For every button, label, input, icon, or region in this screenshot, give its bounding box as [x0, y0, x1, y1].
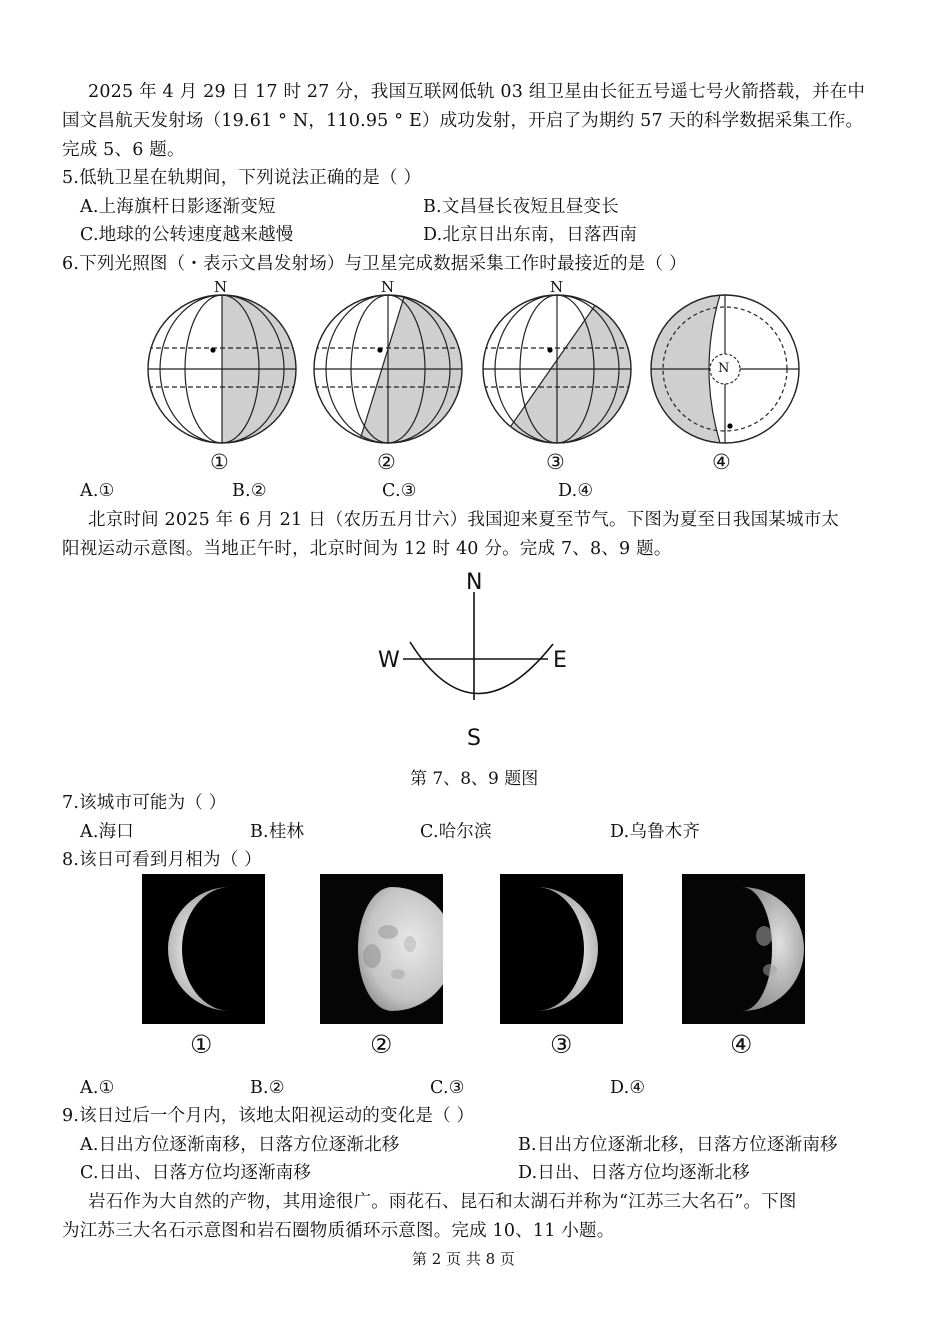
q8-option-d: D.④ — [610, 1078, 646, 1098]
moon-number-4: ④ — [730, 1030, 753, 1059]
question-5-stem: 5.低轨卫星在轨期间，下列说法正确的是（ ） — [62, 168, 422, 188]
q5-option-d: D.北京日出东南，日落西南 — [423, 225, 638, 245]
moon-phase-image-2 — [320, 874, 443, 1024]
illumination-globe-2 — [314, 284, 480, 456]
q7-option-c: C.哈尔滨 — [420, 822, 492, 842]
moon-phase-image-3 — [500, 874, 623, 1024]
intro-paragraph-line: 岩石作为大自然的产物，其用途很广。雨花石、昆石和太湖石并称为“江苏三大名石”。下图 — [88, 1192, 797, 1212]
question-6-stem: 6.下列光照图（・表示文昌发射场）与卫星完成数据采集工作时最接近的是（ ） — [62, 254, 687, 274]
q8-option-a: A.① — [80, 1078, 115, 1098]
illumination-diagrams — [140, 276, 820, 476]
wenchang-launch-site-dot — [377, 347, 382, 352]
q9-option-d: D.日出、日落方位均逐渐北移 — [518, 1163, 750, 1183]
west-label: W — [378, 648, 400, 673]
q7-option-b: B.桂林 — [250, 822, 305, 842]
intro-paragraph-line: 完成 5、6 题。 — [62, 140, 185, 160]
diagram-number-3: ③ — [546, 450, 565, 474]
q8-option-b: B.② — [250, 1078, 285, 1098]
q5-option-a: A.上海旗杆日影逐渐变短 — [80, 197, 276, 217]
intro-paragraph-line: 2025 年 4 月 29 日 17 时 27 分，我国互联网低轨 03 组卫星由长征五号遥七号火箭搭载，并在中 — [88, 82, 866, 102]
q5-option-c: C.地球的公转速度越来越慢 — [80, 225, 294, 245]
q6-option-a: A.① — [80, 481, 115, 501]
moon-phase-image-4 — [682, 874, 805, 1024]
question-9-stem: 9.该日过后一个月内，该地太阳视运动的变化是（ ） — [62, 1106, 475, 1126]
diagram-number-1: ① — [210, 450, 229, 474]
north-pole-label: N — [381, 278, 395, 296]
north-pole-label: N — [550, 278, 564, 296]
q6-option-b: B.② — [232, 481, 267, 501]
south-label: S — [467, 726, 481, 751]
q7-option-d: D.乌鲁木齐 — [610, 822, 701, 842]
intro-paragraph-line: 国文昌航天发射场（19.61 ° N，110.95 ° E）成功发射，开启了为期约 57 天的科学数据采集工作。 — [62, 111, 864, 131]
q9-option-c: C.日出、日落方位均逐渐南移 — [80, 1163, 312, 1183]
q6-option-c: C.③ — [382, 481, 417, 501]
moon-number-2: ② — [370, 1030, 393, 1059]
moon-phase-image-1 — [142, 874, 265, 1024]
figure-caption: 第 7、8、9 题图 — [410, 769, 539, 789]
diagram-number-2: ② — [377, 450, 396, 474]
intro-paragraph-line: 阳视运动示意图。当地正午时，北京时间为 12 时 40 分。完成 7、8、9 题。 — [62, 539, 672, 559]
north-label: N — [466, 570, 483, 595]
north-pole-label: N — [214, 278, 228, 296]
moon-number-3: ③ — [550, 1030, 573, 1059]
intro-paragraph-line: 为江苏三大名石示意图和岩石圈物质循环示意图。完成 10、11 小题。 — [62, 1221, 615, 1241]
moon-number-1: ① — [190, 1030, 213, 1059]
q6-option-d: D.④ — [558, 481, 594, 501]
question-8-stem: 8.该日可看到月相为（ ） — [62, 850, 262, 870]
east-label: E — [553, 648, 567, 673]
diagram-number-4: ④ — [712, 450, 731, 474]
wenchang-launch-site-dot — [547, 347, 552, 352]
illumination-globe-1 — [148, 295, 296, 443]
wenchang-launch-site-dot — [210, 347, 215, 352]
q7-option-a: A.海口 — [80, 822, 135, 842]
intro-paragraph-line: 北京时间 2025 年 6 月 21 日（农历五月廿六）我国迎来夏至节气。下图为夏至日我国某城市太 — [88, 510, 840, 530]
page-footer: 第 2 页 共 8 页 — [412, 1250, 515, 1268]
question-7-stem: 7.该城市可能为（ ） — [62, 793, 227, 813]
q8-option-c: C.③ — [430, 1078, 465, 1098]
q5-option-b: B.文昌昼长夜短且昼变长 — [423, 197, 619, 217]
sun-path-curve — [410, 642, 553, 694]
q9-option-b: B.日出方位逐渐北移，日落方位逐渐南移 — [518, 1135, 838, 1155]
illumination-globe-3 — [483, 284, 640, 456]
wenchang-launch-site-dot — [727, 423, 732, 428]
q9-option-a: A.日出方位逐渐南移，日落方位逐渐北移 — [80, 1135, 400, 1155]
north-pole-label: N — [718, 361, 730, 376]
